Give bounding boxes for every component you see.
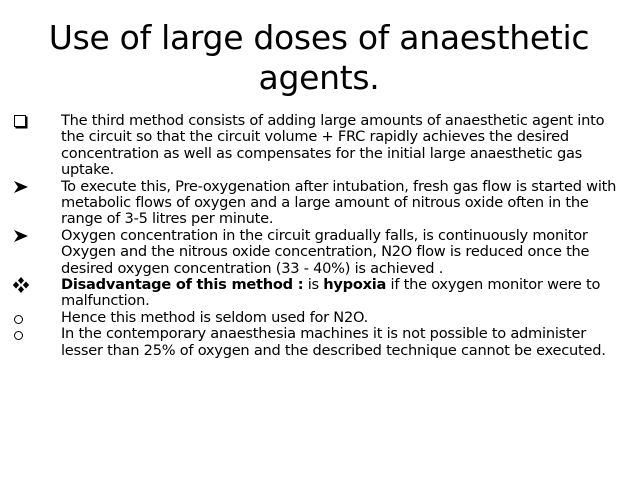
list-item-text: Hence this method is seldom used for N2O. <box>61 308 369 326</box>
list-item-text: To execute this, Pre-oxygenation after intubation, fresh gas flow is started with metabolic flows of oxygen and a large amount of nitrous oxide often in the range of 3-5 litres per minute. <box>61 177 617 228</box>
bullet-list <box>12 113 628 359</box>
hollow-circle-icon <box>12 326 34 342</box>
arrowhead-icon <box>12 228 34 244</box>
list-item <box>12 310 628 326</box>
disadvantage-label: Disadvantage of this method : <box>61 276 304 294</box>
list-item <box>12 326 628 359</box>
four-diamonds-icon <box>12 277 34 293</box>
list-item <box>12 228 628 277</box>
list-item-text: Oxygen concentration in the circuit gradually falls, is continuously monitor Oxygen and the nitrous oxide concentration, N2O flow is reduced once the desired oxygen concentration (33 - 40%) is achieved . <box>61 226 590 277</box>
list-item-text: Disadvantage of this method : is hypoxia if the oxygen monitor were to malfunction. <box>61 276 601 310</box>
checkbox-square-icon <box>12 113 34 129</box>
list-item <box>12 277 628 310</box>
hypoxia-word: hypoxia <box>323 276 387 294</box>
list-item-text: In the contemporary anaesthesia machines it is not possible to administer lesser than 25% of oxygen and the described technique cannot be executed. <box>61 325 606 359</box>
hollow-circle-icon <box>12 310 34 326</box>
list-item <box>12 179 628 228</box>
list-item <box>12 113 628 179</box>
arrowhead-icon <box>12 179 34 195</box>
list-item-text: The third method consists of adding large amounts of anaesthetic agent into the circuit so that the circuit volume + FRC rapidly achieves the desired concentration as well as compensates for the initial large anaesthetic gas uptake. <box>61 112 605 179</box>
slide-title: Use of large doses of anaesthetic agents. <box>48 18 590 97</box>
